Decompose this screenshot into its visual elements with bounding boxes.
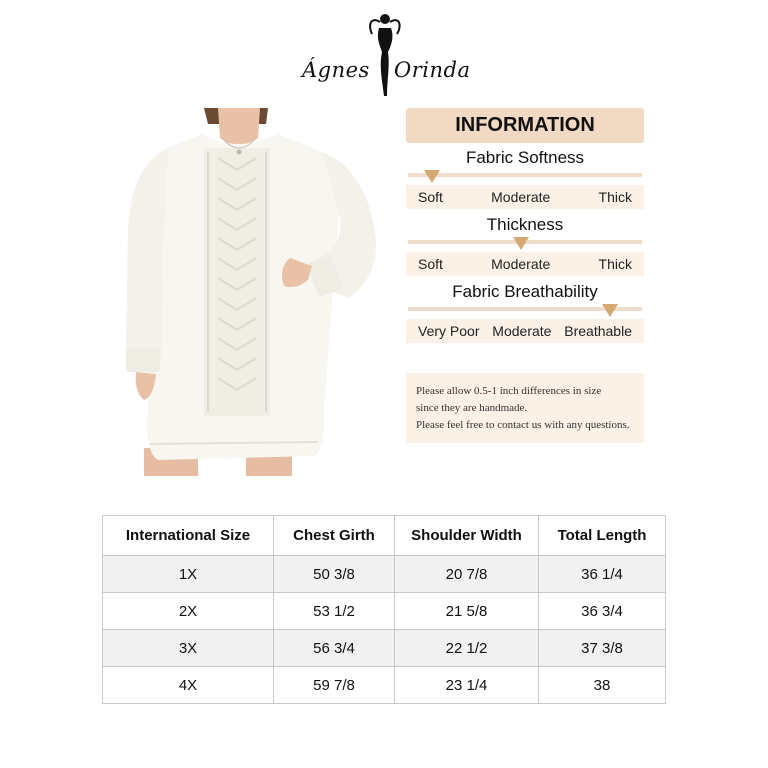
scale-label: Moderate (492, 323, 552, 339)
thickness-pointer-icon (513, 237, 529, 250)
scale-label: Thick (598, 256, 632, 272)
table-row (103, 593, 666, 630)
note-line: since they are handmade. (416, 402, 528, 414)
table-cell: 56 3/4 (274, 630, 395, 667)
breathability-pointer-icon (602, 304, 618, 317)
table-cell: 3X (103, 630, 274, 667)
scale-label: Moderate (491, 256, 551, 272)
scale-label: Soft (418, 189, 443, 205)
brand-name-right: Orinda (394, 58, 471, 82)
silhouette-icon (362, 10, 406, 98)
thickness-scale-labels (406, 252, 644, 276)
size-chart-table (102, 515, 666, 704)
fabric-breathability-title: Fabric Breathability (452, 282, 598, 301)
size-note (406, 373, 644, 443)
information-header: INFORMATION (406, 108, 644, 143)
brand-name-left: Ágnes (302, 58, 370, 82)
table-cell: 20 7/8 (395, 556, 539, 593)
table-cell: 50 3/8 (274, 556, 395, 593)
table-cell: 36 3/4 (539, 593, 666, 630)
brand-logo (300, 8, 471, 98)
breathability-scale-labels (406, 319, 644, 343)
column-header: Total Length (539, 516, 666, 556)
column-header: International Size (103, 516, 274, 556)
table-cell: 22 1/2 (395, 630, 539, 667)
note-line: Please allow 0.5-1 inch differences in size (416, 385, 602, 397)
table-cell: 4X (103, 667, 274, 704)
scale-label: Thick (598, 189, 632, 205)
table-header-row (103, 516, 666, 556)
table-row (103, 667, 666, 704)
table-row (103, 556, 666, 593)
table-cell: 1X (103, 556, 274, 593)
table-cell: 21 5/8 (395, 593, 539, 630)
scale-label: Very Poor (418, 323, 480, 339)
product-photo (118, 108, 386, 476)
column-header: Shoulder Width (395, 516, 539, 556)
softness-scale-labels (406, 185, 644, 209)
softness-pointer-icon (424, 170, 440, 183)
fabric-softness-title: Fabric Softness (465, 148, 585, 167)
table-cell: 37 3/8 (539, 630, 666, 667)
thickness-title: Thickness (486, 215, 564, 234)
table-row (103, 630, 666, 667)
table-cell: 23 1/4 (395, 667, 539, 704)
table-cell: 38 (539, 667, 666, 704)
column-header: Chest Girth (274, 516, 395, 556)
scale-label: Breathable (564, 323, 632, 339)
table-cell: 53 1/2 (274, 593, 395, 630)
scale-label: Soft (418, 256, 443, 272)
softness-scale-line (408, 173, 642, 177)
scale-label: Moderate (491, 189, 551, 205)
table-cell: 59 7/8 (274, 667, 395, 704)
table-cell: 36 1/4 (539, 556, 666, 593)
note-line: Please feel free to contact us with any questions. (416, 419, 630, 431)
table-cell: 2X (103, 593, 274, 630)
